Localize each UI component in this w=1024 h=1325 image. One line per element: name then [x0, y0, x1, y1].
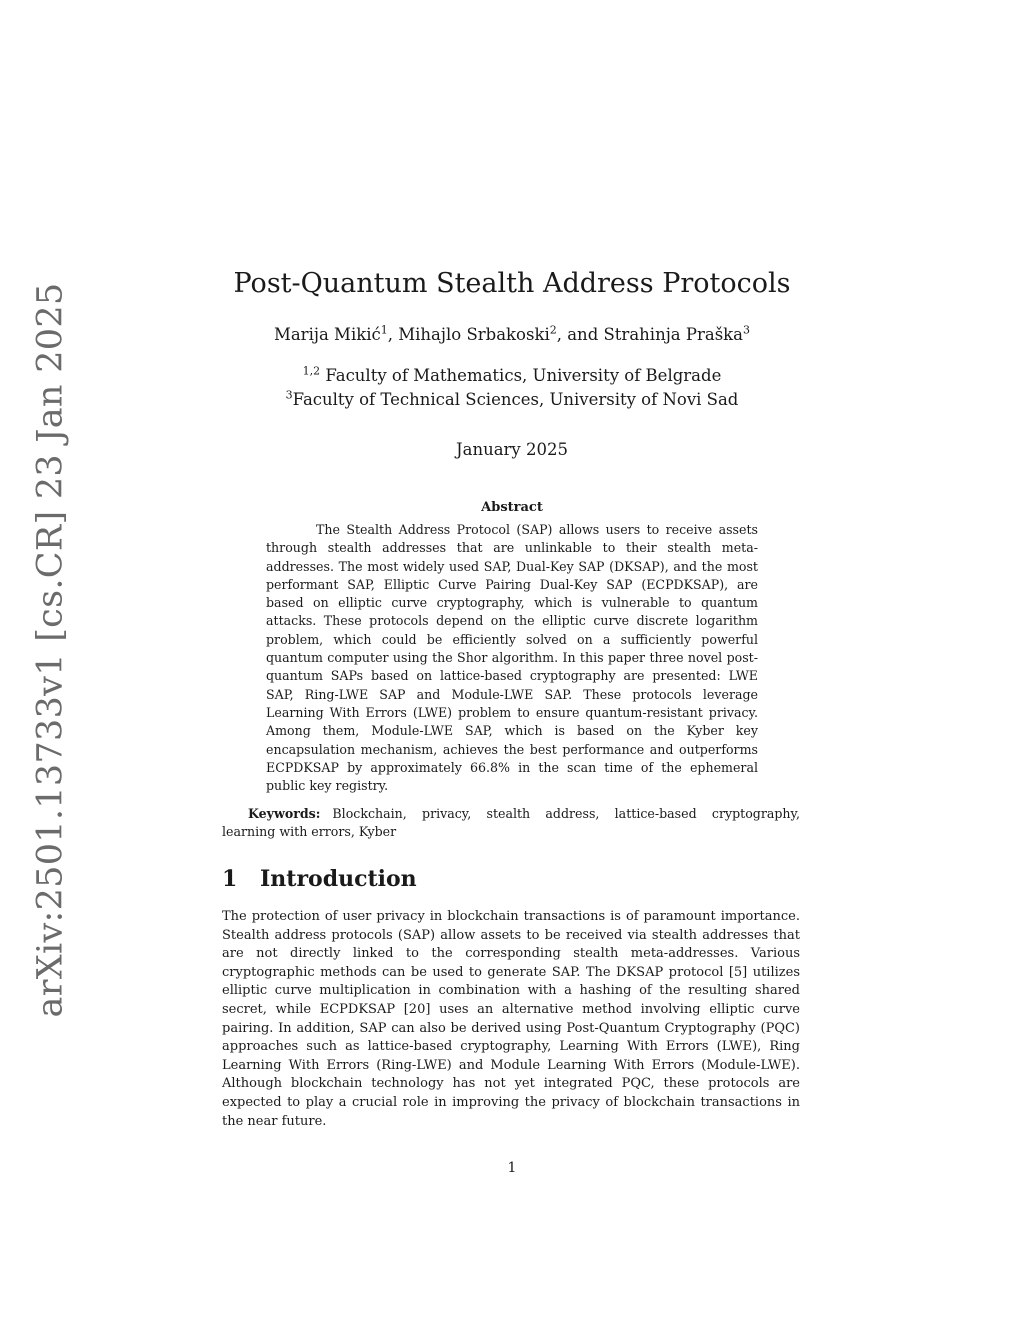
author-affiliation-mark: 3 — [743, 323, 751, 337]
section-title: Introduction — [260, 866, 417, 892]
affiliation-mark: 1,2 — [302, 364, 321, 378]
arxiv-identifier: arXiv:2501.13733v1 [cs.CR] 23 Jan 2025 — [30, 282, 70, 1018]
author-separator: , and — [556, 325, 604, 344]
abstract-heading: Abstract — [481, 500, 543, 515]
author-affiliation-mark: 1 — [380, 323, 388, 337]
author-name: Strahinja Praška — [603, 325, 744, 344]
keywords-label: Keywords: — [248, 806, 321, 821]
author-separator: , — [387, 325, 399, 344]
author-name: Marija Mikić — [273, 325, 381, 344]
author-name: Mihajlo Srbakoski — [398, 325, 550, 344]
affiliation — [222, 366, 802, 385]
affiliation-mark: 3 — [285, 388, 293, 402]
paper-page — [222, 0, 802, 1325]
author-list — [222, 325, 802, 344]
paper-title: Post-Quantum Stealth Address Protocols — [233, 268, 791, 299]
keywords — [222, 805, 800, 842]
keywords-text: Blockchain, privacy, stealth address, lattice-based cryptography, learning with errors, Kyber — [222, 806, 800, 840]
affiliation — [222, 390, 802, 409]
author-affiliation-mark: 2 — [549, 323, 557, 337]
arxiv-side-stamp — [20, 282, 80, 1018]
affiliation-text: Faculty of Technical Sciences, University of Novi Sad — [292, 390, 739, 409]
section-heading — [222, 866, 417, 892]
abstract-text: The Stealth Address Protocol (SAP) allows users to receive assets through stealth addresses that are unlinkable to their stealth meta-addresses. The most widely used SAP, Dual-Key SAP (DKSAP), and the most performant SAP, Elliptic Curve Pairing Dual-Key SAP (ECPDKSAP), are based on elliptic curve cryptography, which is vulnerable to quantum attacks. These protocols depend on the elliptic curve discrete logarithm problem, which could be efficiently solved on a sufficiently powerful quantum computer using the Shor algorithm. In this paper three novel post-quantum SAPs based on lattice-based cryptography are presented: LWE SAP, Ring-LWE SAP and Module-LWE SAP. These protocols leverage Learning With Errors (LWE) problem to ensure quantum-resistant privacy. Among them, Module-LWE SAP, which is based on the Kyber key encapsulation mechanism, achieves the best performance and outperforms ECPDKSAP by approximately 66.8% in the scan time of the ephemeral public key registry. — [266, 522, 758, 794]
section-number: 1 — [222, 866, 238, 892]
page-number: 1 — [507, 1160, 517, 1176]
introduction-text: The protection of user privacy in blockchain transactions is of paramount importance. Stealth address protocols (SAP) allow assets to be received via stealth addresses that are not directly linked to the corresponding stealth meta-addresses. Various cryptographic methods can be used to generate SAP. The DKSAP protocol [5] utilizes elliptic curve multiplication in combination with a hashing of the resulting shared secret, while ECPDKSAP [20] uses an alternative method involving elliptic curve pairing. In addition, SAP can also be derived using Post-Quantum Cryptography (PQC) approaches such as lattice-based cryptography, Learning With Errors (LWE), Ring Learning With Errors (Ring-LWE) and Module Learning With Errors (Module-LWE). Although blockchain technology has not yet integrated PQC, these protocols are expected to play a crucial role in improving the privacy of blockchain transactions in the near future. — [222, 909, 800, 1129]
affiliation-text: Faculty of Mathematics, University of Belgrade — [320, 366, 722, 385]
publication-date: January 2025 — [456, 440, 568, 459]
